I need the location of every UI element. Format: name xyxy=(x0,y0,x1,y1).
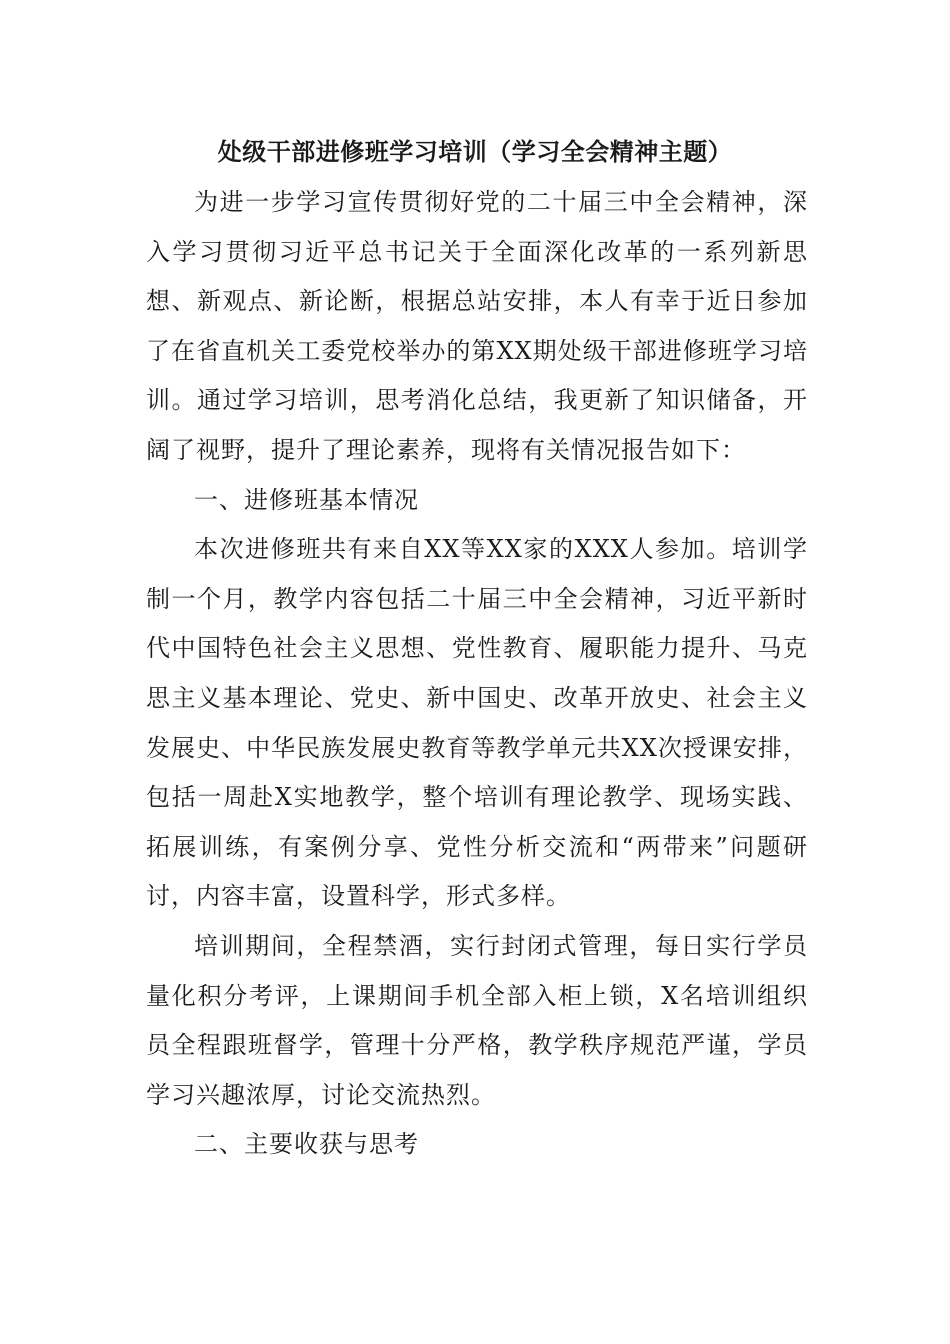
document-title: 处级干部进修班学习培训（学习全会精神主题） xyxy=(217,137,733,166)
intro-paragraph: 为进一步学习宣传贯彻好党的二十届三中全会精神，深入学习贯彻习近平总书记关于全面深化改革的一系列新思想、新观点、新论断，根据总站安排，本人有幸于近日参加了在省直机关工委党校举办的第XX期处级干部进修班学习培训。通过学习培训，思考消化总结，我更新了知识储备，开阔了视野，提升了理论素养，现将有关情况报告如下： xyxy=(146,188,808,464)
section-heading-2: 二、主要收获与思考 xyxy=(194,1130,419,1159)
paragraph-class-overview: 本次进修班共有来自XX等XX家的XXX人参加。培训学制一个月，教学内容包括二十届三中全会精神，习近平新时代中国特色社会主义思想、党性教育、履职能力提升、马克思主义基本理论、党史、新中国史、改革开放史、社会主义发展史、中华民族发展史教育等教学单元共XX次授课安排，包括一周赴X实地教学，整个培训有理论教学、现场实践、拓展训练，有案例分享、党性分析交流和“两带来”问题研讨，内容丰富，设置科学，形式多样。 xyxy=(146,535,808,911)
section-heading-1: 一、进修班基本情况 xyxy=(194,485,419,514)
paragraph-training-management: 培训期间，全程禁酒，实行封闭式管理，每日实行学员量化积分考评，上课期间手机全部入柜上锁，X名培训组织员全程跟班督学，管理十分严格，教学秩序规范严谨，学员学习兴趣浓厚，讨论交流热烈。 xyxy=(146,931,808,1109)
document-body xyxy=(146,178,808,1170)
